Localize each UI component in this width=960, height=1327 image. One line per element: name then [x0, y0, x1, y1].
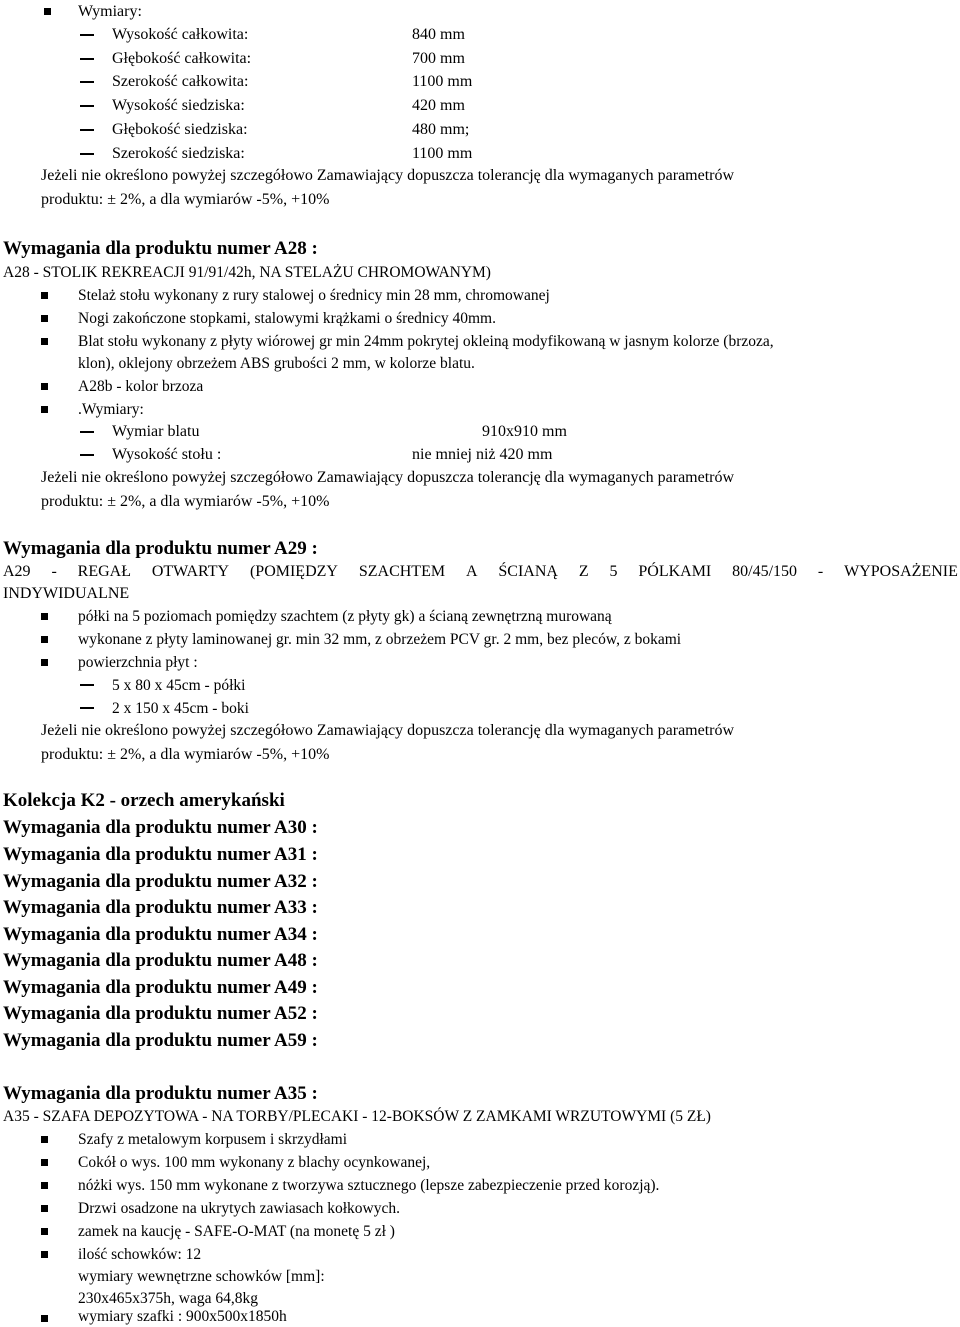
bullet-icon — [41, 613, 48, 620]
subtitle-word: - — [51, 563, 57, 580]
dimensions-label: Wymiary: — [78, 3, 142, 20]
dimension-label: Wysokość stołu : — [112, 446, 222, 463]
dash-icon — [80, 105, 94, 107]
dimension-value: 420 mm — [412, 97, 465, 114]
dimension-value: 1100 mm — [412, 73, 473, 90]
bullet-icon — [41, 1159, 48, 1166]
bullet-icon — [41, 1182, 48, 1189]
section-heading: Wymagania dla produktu numer A34 : — [3, 924, 318, 945]
section-heading: Wymagania dla produktu numer A35 : — [3, 1083, 318, 1104]
subtitle-word: (POMIĘDZY — [249, 563, 338, 580]
subtitle-word: OTWARTY — [151, 563, 230, 580]
bullet-icon — [41, 292, 48, 299]
subtitle-word: A29 — [3, 563, 31, 580]
dimension-value: 1100 mm — [412, 145, 473, 162]
dimension-value: 840 mm — [412, 26, 465, 43]
dimension-value: 480 mm; — [412, 121, 470, 138]
tolerance-text: Jeżeli nie określono powyżej szczegółowo Zamawiający dopuszcza tolerancję dla wymaganych parametrów — [41, 167, 735, 184]
collection-title: Kolekcja K2 - orzech amerykański — [3, 790, 285, 811]
list-item: ilość schowków: 12 — [78, 1246, 202, 1263]
list-item: .Wymiary: — [78, 401, 144, 418]
section-heading: Wymagania dla produktu numer A31 : — [3, 844, 318, 865]
section-heading: Wymagania dla produktu numer A30 : — [3, 817, 318, 838]
subtitle-word: Z — [578, 563, 589, 580]
section-subtitle: A35 - SZAFA DEPOZYTOWA - NA TORBY/PLECAKI - 12-BOKSÓW Z ZAMKAMI WRZUTOWYMI (5 ZŁ) — [3, 1108, 711, 1125]
bullet-icon — [41, 1205, 48, 1212]
tolerance-text: produktu: ± 2%, a dla wymiarów -5%, +10% — [41, 191, 330, 208]
dash-icon — [80, 707, 94, 709]
section-subtitle-continuation: INDYWIDUALNE — [3, 585, 130, 602]
list-item: Blat stołu wykonany z płyty wiórowej gr min 24mm pokrytej okleiną modyfikowaną w jasnym kolorze (brzoza, — [78, 333, 774, 350]
dimension-value: 910x910 mm — [482, 423, 567, 440]
bullet-icon — [41, 1136, 48, 1143]
list-item: powierzchnia płyt : — [78, 654, 198, 671]
dimension-label: Szerokość siedziska: — [112, 145, 245, 162]
list-item: Nogi zakończone stopkami, stalowymi krążkami o średnicy 40mm. — [78, 310, 496, 327]
section-heading: Wymagania dla produktu numer A48 : — [3, 950, 318, 971]
bullet-icon — [41, 1228, 48, 1235]
list-item-continuation: wymiary wewnętrzne schowków [mm]: — [78, 1268, 325, 1285]
subtitle-word: SZACHTEM — [358, 563, 446, 580]
dimension-value: 700 mm — [412, 50, 465, 67]
dash-icon — [80, 431, 94, 433]
dimension-label: Głębokość całkowita: — [112, 50, 252, 67]
bullet-icon — [41, 406, 48, 413]
list-item: Stelaż stołu wykonany z rury stalowej o średnicy min 28 mm, chromowanej — [78, 287, 550, 304]
subtitle-word: - — [817, 563, 824, 580]
section-heading: Wymagania dla produktu numer A49 : — [3, 977, 318, 998]
bullet-icon — [41, 1251, 48, 1258]
dash-icon — [80, 34, 94, 36]
dimension-label: Wysokość całkowita: — [112, 26, 249, 43]
section-heading: Wymagania dla produktu numer A32 : — [3, 871, 318, 892]
list-item: półki na 5 poziomach pomiędzy szachtem (z płyty gk) a ścianą zewnętrzną murowaną — [78, 608, 612, 625]
dimension-label: Szerokość całkowita: — [112, 73, 249, 90]
subtitle-word: REGAŁ — [77, 563, 131, 580]
dash-icon — [80, 129, 94, 131]
dimension-label: Głębokość siedziska: — [112, 121, 248, 138]
dimension-value: nie mniej niż 420 mm — [412, 446, 553, 463]
list-item: Cokół o wys. 100 mm wykonany z blachy ocynkowanej, — [78, 1154, 431, 1171]
dash-icon — [80, 81, 94, 83]
tolerance-text: Jeżeli nie określono powyżej szczegółowo Zamawiający dopuszcza tolerancję dla wymaganych parametrów — [41, 722, 735, 739]
list-item: nóżki wys. 150 mm wykonane z tworzywa sztucznego (lepsze zabezpieczenie przed korozją). — [78, 1177, 660, 1194]
tolerance-text: produktu: ± 2%, a dla wymiarów -5%, +10% — [41, 493, 330, 510]
list-item: wymiary szafki : 900x500x1850h — [78, 1308, 287, 1325]
bullet-icon — [41, 383, 48, 390]
subtitle-word: WYPOSAŻENIE — [844, 563, 958, 580]
dash-icon — [80, 454, 94, 456]
tolerance-text: produktu: ± 2%, a dla wymiarów -5%, +10% — [41, 746, 330, 763]
list-item: zamek na kaucję - SAFE-O-MAT (na monetę 5 zł ) — [78, 1223, 395, 1240]
dash-item: 5 x 80 x 45cm - półki — [112, 677, 246, 694]
bullet-icon — [41, 315, 48, 322]
bullet-icon — [41, 338, 48, 345]
section-heading: Wymagania dla produktu numer A33 : — [3, 897, 318, 918]
list-item: wykonane z płyty laminowanej gr. min 32 mm, z obrzeżem PCV gr. 2 mm, bez pleców, z bokami — [78, 631, 682, 648]
dimension-label: Wymiar blatu — [112, 423, 200, 440]
subtitle-word: A — [465, 563, 478, 580]
dash-icon — [80, 153, 94, 155]
section-subtitle: A28 - STOLIK REKREACJI 91/91/42h, NA STELAŻU CHROMOWANYM) — [3, 264, 491, 281]
section-heading: Wymagania dla produktu numer A28 : — [3, 238, 318, 259]
section-subtitle — [3, 562, 958, 582]
subtitle-word: 80/45/150 — [732, 563, 798, 580]
list-item-continuation: klon), oklejony obrzeżem ABS grubości 2 mm, w kolorze blatu. — [78, 355, 475, 372]
list-item-continuation: 230x465x375h, waga 64,8kg — [78, 1290, 258, 1307]
dash-icon — [80, 684, 94, 686]
section-heading: Wymagania dla produktu numer A29 : — [3, 538, 318, 559]
bullet-icon — [41, 1315, 48, 1322]
dimension-label: Wysokość siedziska: — [112, 97, 245, 114]
list-item: A28b - kolor brzoza — [78, 378, 204, 395]
bullet-icon — [44, 8, 51, 15]
list-item: Drzwi osadzone na ukrytych zawiasach kołkowych. — [78, 1200, 400, 1217]
subtitle-word: ŚCIANĄ — [498, 563, 558, 580]
dash-item: 2 x 150 x 45cm - boki — [112, 700, 249, 717]
dash-icon — [80, 58, 94, 60]
section-heading: Wymagania dla produktu numer A59 : — [3, 1030, 318, 1051]
section-heading: Wymagania dla produktu numer A52 : — [3, 1003, 318, 1024]
bullet-icon — [41, 659, 48, 666]
bullet-icon — [41, 636, 48, 643]
tolerance-text: Jeżeli nie określono powyżej szczegółowo Zamawiający dopuszcza tolerancję dla wymaganych parametrów — [41, 469, 735, 486]
list-item: Szafy z metalowym korpusem i skrzydłami — [78, 1131, 348, 1148]
subtitle-word: PÓLKAMI — [638, 563, 712, 580]
subtitle-word: 5 — [609, 563, 618, 580]
